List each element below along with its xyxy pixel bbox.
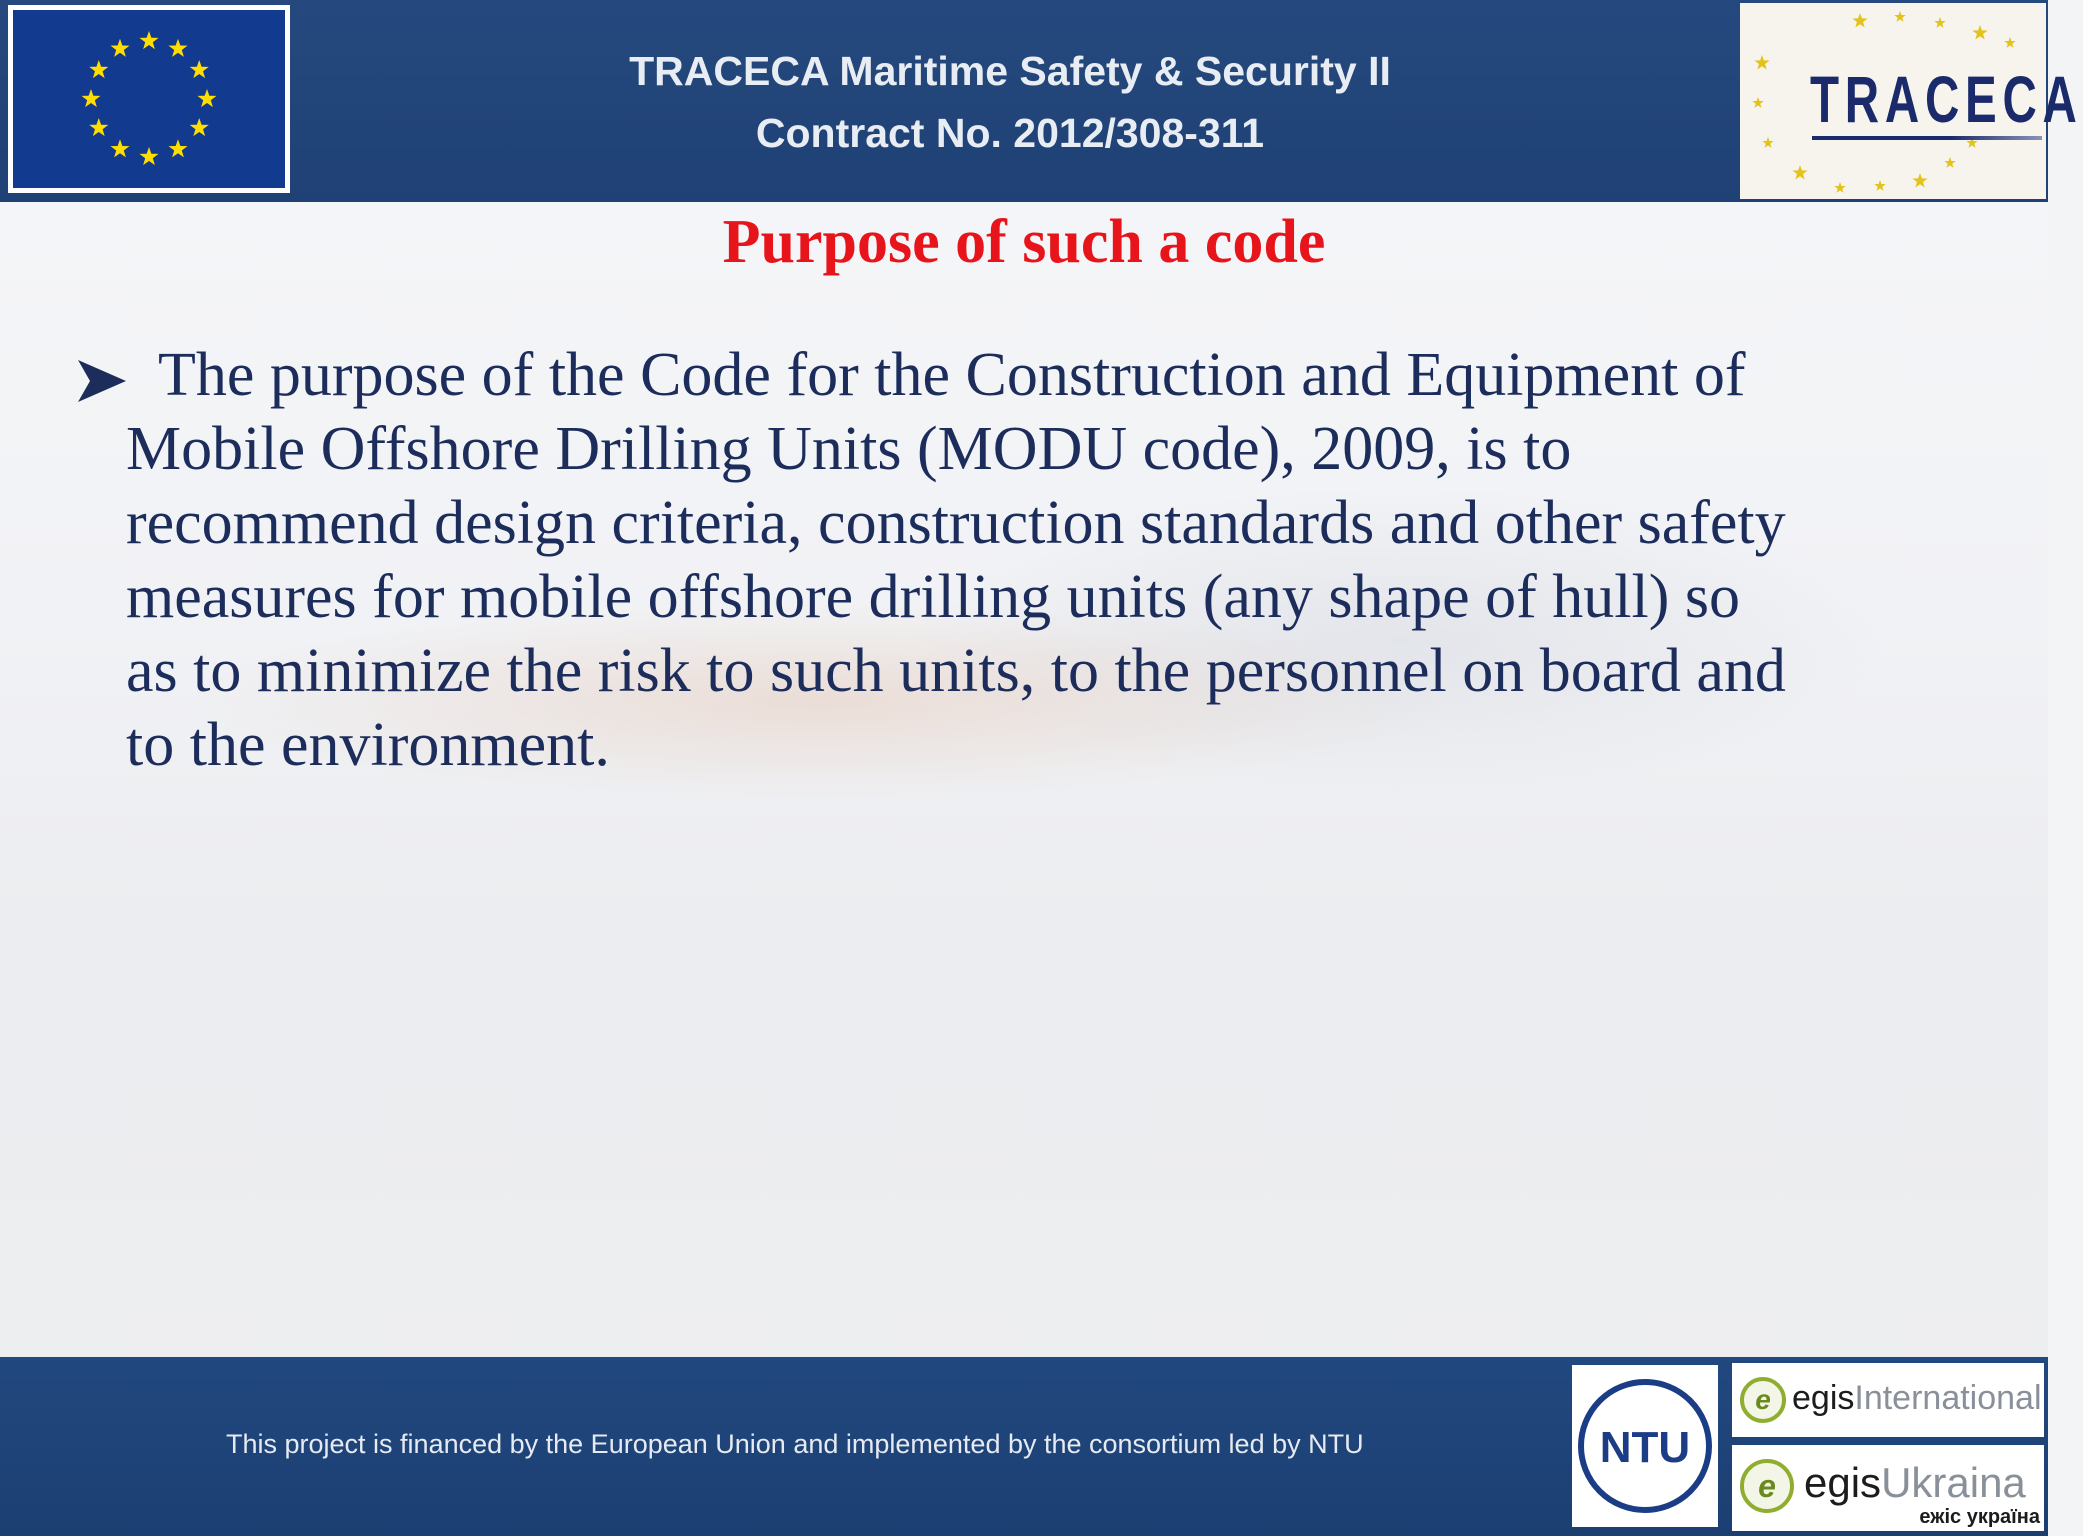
traceca-star-icon [1934,17,1945,28]
bullet-text [126,338,2036,782]
eu-star-icon [190,60,209,78]
slide-title: Purpose of such a code [722,208,1326,276]
eu-star-icon [89,60,108,78]
eu-flag-icon [8,5,290,193]
traceca-star-icon [1792,165,1807,179]
bullet-line: to the environment. [126,711,610,779]
eu-star-icon [110,39,129,57]
traceca-star-icon [1972,25,1987,39]
egis-e-icon: e [1740,1459,1794,1513]
egis-international-text: egisInternational [1792,1379,2042,1417]
bullet-line: as to minimize the risk to such units, to the personnel on board and [126,637,1786,705]
traceca-star-icon [1834,182,1845,193]
egis-international-logo [1732,1363,2044,1437]
ntu-logo-text: NTU [1599,1423,1691,1472]
traceca-star-icon [1752,97,1763,108]
eu-star-icon [139,147,158,165]
bullet-line: recommend design criteria, construction standards and other safety [126,489,1786,557]
ntu-logo [1572,1365,1718,1527]
traceca-star-icon [1944,157,1955,168]
bullet-line: Mobile Offshore Drilling Units (MODU code), 2009, is to [126,415,1572,483]
eu-star-icon [89,118,108,136]
traceca-star-icon [1912,173,1927,187]
egis-ukraina-logo [1732,1445,2044,1531]
egis-e-icon: e [1740,1377,1786,1423]
traceca-logo-underline [1812,136,2042,140]
header-title-line2: Contract No. 2012/308-311 [755,110,1265,156]
eu-star-icon [110,139,129,157]
eu-star-icon [168,139,187,157]
eu-star-icon [81,89,100,107]
eu-star-icon [168,39,187,57]
eu-star-icon [139,31,158,49]
traceca-star-icon [1762,137,1773,148]
footer-text: This project is financed by the European Union and implemented by the consortium led by NTU [226,1429,1364,1459]
header-band [0,0,2083,202]
egis-ukraina-cyrillic: ежіс україна [1919,1506,2040,1528]
eu-star-icon [197,89,216,107]
traceca-star-icon [1852,13,1867,27]
bullet-line: The purpose of the Code for the Construction and Equipment of [158,341,1746,409]
traceca-logo-text: TRACECA [1810,62,2083,136]
eu-star-icon [190,118,209,136]
arrow-bullet-icon [76,358,128,404]
bullet-line: measures for mobile offshore drilling units (any shape of hull) so [126,563,1740,631]
traceca-star-icon [1754,55,1769,69]
header-title [420,40,1600,164]
header-title-line1: TRACECA Maritime Safety & Security II [629,48,1391,94]
traceca-star-icon [2004,37,2015,48]
traceca-logo [1740,3,2083,199]
traceca-star-icon [1894,11,1905,22]
footer-band [0,1357,2048,1536]
egis-ukraina-text: egisUkraina [1804,1459,2026,1506]
traceca-star-icon [1874,180,1885,191]
